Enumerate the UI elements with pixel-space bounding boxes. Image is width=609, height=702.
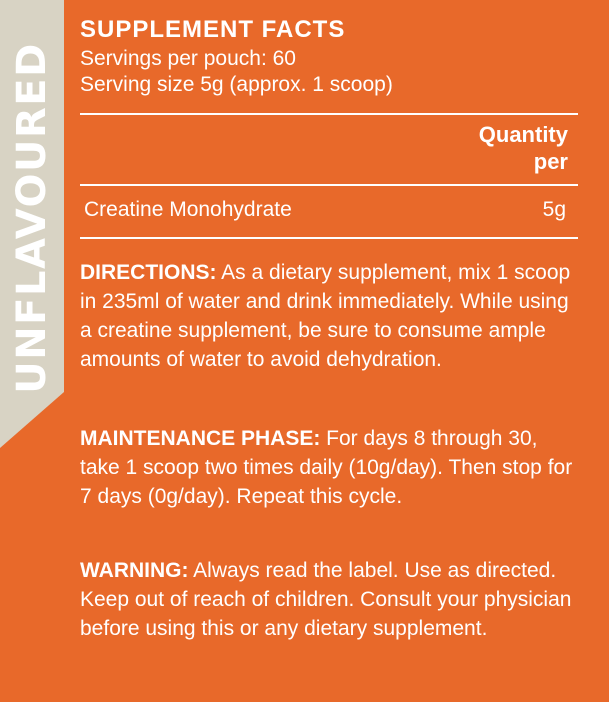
- ingredient-quantity: 5g: [542, 198, 566, 221]
- side-band: [0, 0, 64, 702]
- servings-per-pouch: Servings per pouch: 60: [80, 47, 296, 70]
- quantity-header-line-2: per: [533, 149, 568, 174]
- flavour-label: UNFLAVOURED: [9, 42, 55, 394]
- facts-title: SUPPLEMENT FACTS: [80, 16, 346, 43]
- maintenance-body: For days 8 through 30, take 1 scoop two times daily (10g/day). Then stop for 7 days (0g/day). Repeat this cycle.: [80, 427, 573, 508]
- maintenance-heading: MAINTENANCE PHASE:: [80, 427, 321, 450]
- quantity-header: [479, 121, 568, 175]
- maintenance-section: [80, 424, 578, 511]
- directions-body: As a dietary supplement, mix 1 scoop in 235ml of water and drink immediately. While using a creatine supplement, be sure to consume ample amounts of water to avoid dehydration.: [80, 261, 571, 371]
- warning-heading: WARNING:: [80, 559, 189, 582]
- divider-bottom: [80, 237, 578, 239]
- quantity-header-line-1: Quantity: [478, 122, 568, 147]
- ingredient-name: Creatine Monohydrate: [84, 198, 292, 221]
- warning-section: [80, 556, 578, 643]
- directions-section: [80, 258, 578, 374]
- divider-header: [80, 184, 578, 186]
- serving-size: Serving size 5g (approx. 1 scoop): [80, 73, 393, 96]
- directions-heading: DIRECTIONS:: [80, 261, 217, 284]
- divider-top: [80, 113, 578, 115]
- warning-body: Always read the label. Use as directed. Keep out of reach of children. Consult your physician before using this or any dietary supplement.: [80, 559, 572, 640]
